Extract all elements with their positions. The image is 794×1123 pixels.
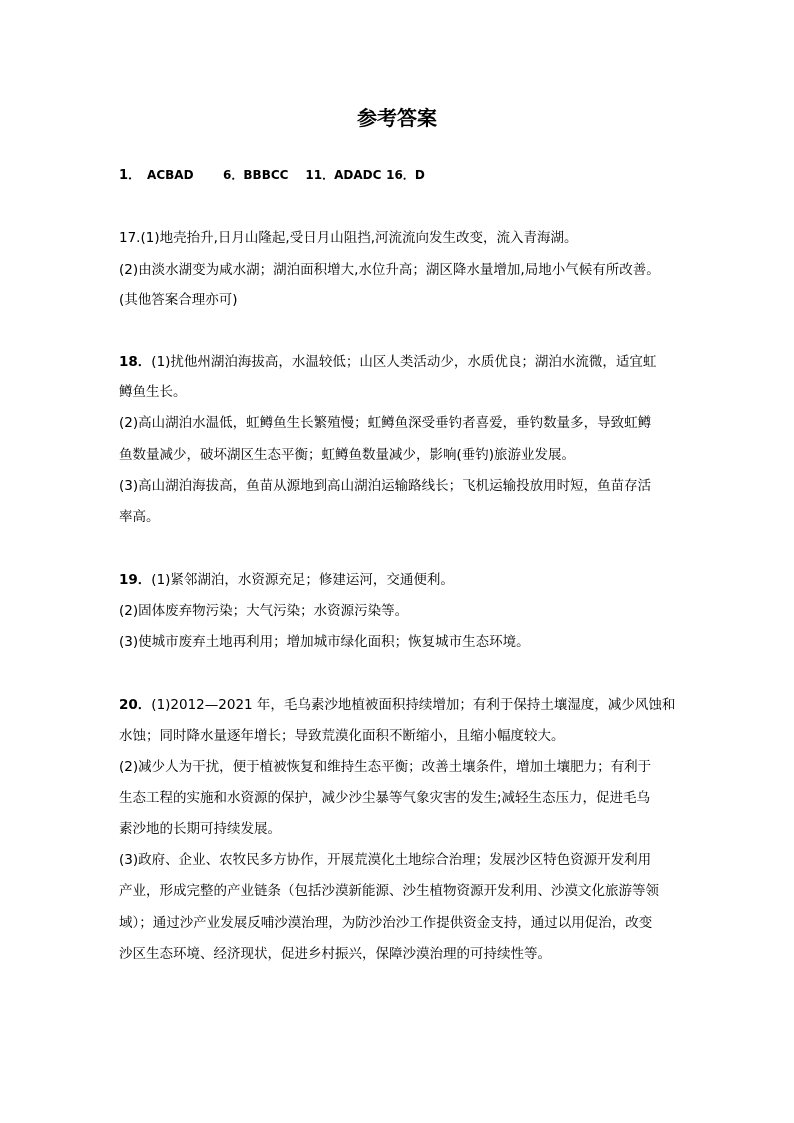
answer-text: (1)地壳抬升,日月山隆起,受日月山阻挡,河流流向发生改变，流入青海湖。 [140, 230, 578, 246]
q18-line: 鱼数量减少，破坏湖区生态平衡；虹鳟鱼数量减少，影响(垂钓)旅游业发展。 [119, 447, 576, 463]
q17-line [119, 228, 684, 248]
q20-line: 产业，形成完整的产业链条（包括沙漠新能源、沙生植物资源开发利用、沙漠文化旅游等领 [119, 883, 659, 899]
q18-line: 鳟鱼生长。 [119, 384, 187, 400]
q18-line [119, 352, 684, 372]
mc-answer: BBBCC [243, 168, 289, 182]
q19-line [119, 570, 684, 590]
answer-text: (1)扰他州湖泊海拔高，水温较低；山区人类活动少，水质优良；湖泊水流微，适宜虹 [151, 354, 657, 370]
answer-text: (1)紧邻湖泊，水资源充足；修建运河，交通便利。 [151, 572, 454, 588]
mc-answer: ADADC [334, 168, 382, 182]
q20-line: 素沙地的长期可持续发展。 [119, 821, 281, 837]
page-title: 参考答案 [357, 106, 437, 130]
mc-answer: D [414, 168, 425, 182]
question-number: 18． [119, 354, 152, 370]
q19-line: (2)固体废弃物污染；大气污染；水资源污染等。 [119, 603, 409, 619]
mc-answer: ACBAD [147, 168, 194, 182]
q20-line: 水蚀；同时降水量逐年增长；导致荒漠化面积不断缩小，且缩小幅度较大。 [119, 728, 565, 744]
q18-line: (3)高山湖泊海拔高，鱼苗从源地到高山湖泊运输路线长；飞机运输投放用时短，鱼苗存活 [119, 478, 652, 494]
multiple-choice-answers [119, 166, 425, 185]
q20-line: 域）；通过沙产业发展反哺沙漠治理，为防沙治沙工作提供资金支持，通过以用促治，改变 [119, 915, 653, 931]
q20-line [119, 695, 684, 715]
q17-line: (2)由淡水湖变为咸水湖；湖泊面积增大,水位升高；湖区降水量增加,局地小气候有所改善。 [119, 262, 660, 278]
q20-line: 沙区生态环境、经济现状，促进乡村振兴，保障沙漠治理的可持续性等。 [119, 946, 551, 962]
q20-line: (2)减少人为干扰，便于植被恢复和维持生态平衡；改善土壤条件，增加土壤肥力；有利于 [119, 759, 652, 775]
q18-line: 率高。 [119, 509, 160, 525]
question-number: 20． [119, 697, 152, 713]
answer-text: (1)2012—2021 年，毛乌素沙地植被面积持续增加；有利于保持土壤湿度，减少风蚀和 [151, 697, 676, 713]
mc-number: 1． [119, 168, 142, 183]
q20-line: (3)政府、企业、农牧民多方协作，开展荒漠化土地综合治理；发展沙区特色资源开发利用 [119, 852, 652, 868]
mc-number: 11． [305, 168, 335, 182]
question-number: 17. [119, 230, 141, 246]
mc-number: 6． [223, 168, 244, 182]
mc-number: 16． [386, 168, 415, 182]
q19-line: (3)使城市废弃土地再利用；增加城市绿化面积；恢复城市生态环境。 [119, 634, 530, 650]
q18-line: (2)高山湖泊水温低，虹鳟鱼生长繁殖慢；虹鳟鱼深受垂钓者喜爱，垂钓数量多，导致虹鳟 [119, 415, 652, 431]
q17-line: (其他答案合理亦可) [119, 292, 238, 308]
question-number: 19． [119, 572, 152, 588]
q20-line: 生态工程的实施和水资源的保护，减少沙尘暴等气象灾害的发生;减轻生态压力，促进毛乌 [119, 790, 651, 806]
